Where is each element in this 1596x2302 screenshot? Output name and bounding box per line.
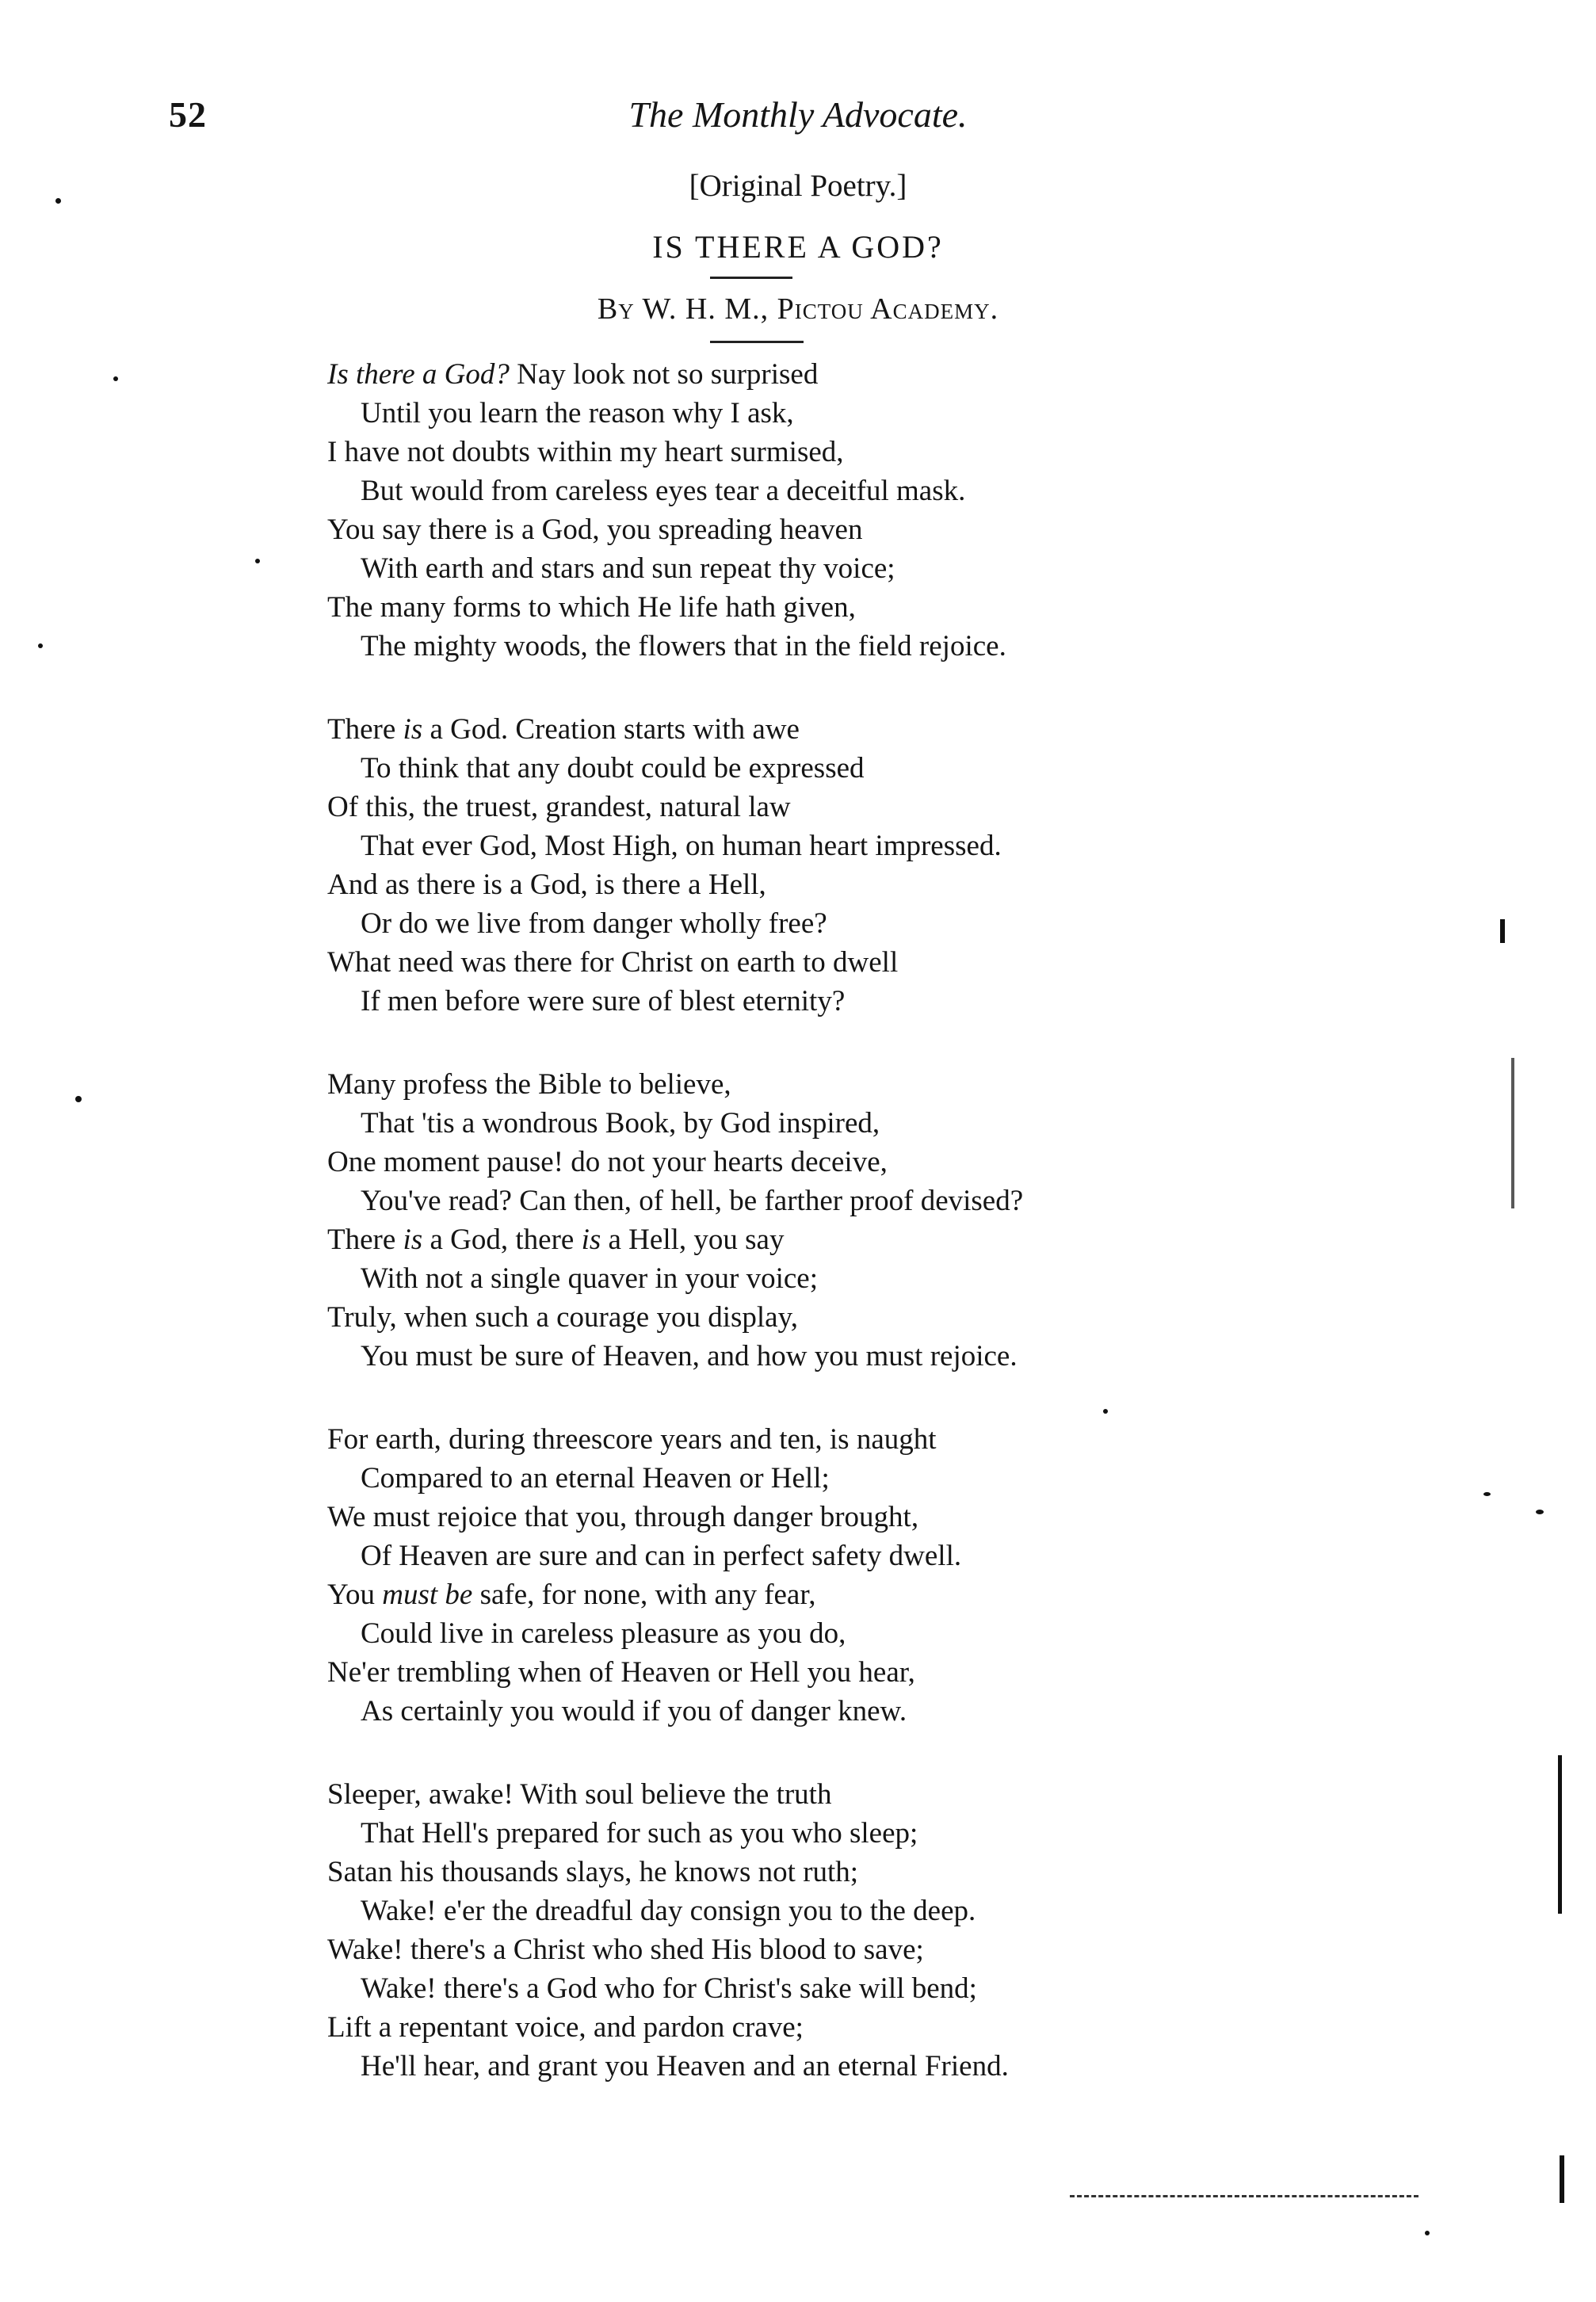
line-text: If men before were sure of blest eternity?: [361, 985, 846, 1017]
line-text: That ever God, Most High, on human heart impressed.: [361, 830, 1002, 862]
scan-speck: [38, 643, 43, 648]
line-text: You must be sure of Heaven, and how you must rejoice.: [361, 1340, 1018, 1372]
line-text: Sleeper, awake! With soul believe the truth: [327, 1778, 832, 1811]
line-text: One moment pause! do not your hearts deceive,: [327, 1146, 888, 1178]
line-text: Nay look not so surprised: [509, 358, 819, 391]
poem-line: [327, 1614, 1023, 1653]
poem-line: [327, 1337, 1023, 1376]
line-text: For earth, during threescore years and ten, is naught: [327, 1423, 937, 1456]
scan-speck: [1483, 1492, 1491, 1496]
line-text: You say there is a God, you spreading heaven: [327, 513, 863, 546]
emphasis-text: is: [403, 713, 423, 746]
poem-line: [327, 1853, 1023, 1892]
line-text: a God. Creation starts with awe: [422, 713, 800, 746]
scan-speck: [55, 198, 61, 204]
poem-line: [327, 1259, 1023, 1298]
scan-edge-mark: [1560, 2155, 1564, 2203]
line-text: And as there is a God, is there a Hell,: [327, 868, 766, 901]
poem-line: [327, 627, 1023, 666]
footer-rule: [1070, 2195, 1418, 2197]
poem-line: [327, 394, 1023, 433]
stanza: [327, 1065, 1023, 1376]
line-text: With earth and stars and sun repeat thy voice;: [361, 552, 895, 585]
scan-speck: [1425, 2231, 1430, 2235]
emphasis-text: Is there a God?: [327, 358, 510, 391]
emphasis-text: is: [581, 1224, 601, 1256]
line-text: But would from careless eyes tear a deceitful mask.: [361, 475, 966, 507]
line-text: What need was there for Christ on earth to dwell: [327, 946, 899, 979]
scan-speck: [255, 559, 260, 563]
poem-line: [327, 1104, 1023, 1143]
line-text: Truly, when such a courage you display,: [327, 1301, 798, 1334]
poem-line: [327, 588, 1023, 627]
poem-line: [327, 1298, 1023, 1337]
poem-line: [327, 904, 1023, 943]
poem-line: [327, 1575, 1023, 1614]
line-text: He'll hear, and grant you Heaven and an eternal Friend.: [361, 2050, 1009, 2082]
scan-speck: [1103, 1409, 1108, 1414]
scan-edge-mark: [1511, 1058, 1514, 1208]
running-title: The Monthly Advocate.: [628, 94, 968, 135]
poem-body: [327, 355, 1023, 2130]
line-text: I have not doubts within my heart surmised,: [327, 436, 844, 468]
poem-line: [327, 1459, 1023, 1498]
line-text: Wake! there's a Christ who shed His blood to save;: [327, 1934, 924, 1966]
line-text: Could live in careless pleasure as you do,: [361, 1617, 846, 1650]
poem-line: [327, 2008, 1023, 2047]
line-text: You: [327, 1579, 383, 1611]
poem-line: [327, 1498, 1023, 1537]
poem-line: [327, 1892, 1023, 1930]
line-text: That 'tis a wondrous Book, by God inspired,: [361, 1107, 880, 1140]
stanza: [327, 355, 1023, 666]
poem-title: IS THERE A GOD?: [652, 229, 944, 265]
poem-line: [327, 788, 1023, 827]
byline-divider: [710, 341, 804, 343]
line-text: safe, for none, with any fear,: [472, 1579, 816, 1611]
stanza: [327, 1775, 1023, 2086]
stanza: [327, 1420, 1023, 1731]
poem-line: [327, 1143, 1023, 1182]
scan-speck: [113, 376, 118, 381]
poem-line: [327, 1814, 1023, 1853]
scan-edge-mark: [1500, 919, 1505, 943]
stanza: [327, 710, 1023, 1021]
poem-line: [327, 1775, 1023, 1814]
line-text: Satan his thousands slays, he knows not ruth;: [327, 1856, 859, 1888]
poem-line: [327, 510, 1023, 549]
line-text: You've read? Can then, of hell, be farther proof devised?: [361, 1185, 1024, 1217]
line-text: Ne'er trembling when of Heaven or Hell you hear,: [327, 1656, 915, 1689]
emphasis-text: must be: [382, 1579, 473, 1611]
poem-line: [327, 943, 1023, 982]
emphasis-text: is: [403, 1224, 423, 1256]
line-text: Wake! there's a God who for Christ's sake will bend;: [361, 1972, 977, 2005]
poem-line: [327, 355, 1023, 394]
line-text: Lift a repentant voice, and pardon crave;: [327, 2011, 804, 2044]
line-text: a God, there: [422, 1224, 582, 1256]
line-text: The mighty woods, the flowers that in the field rejoice.: [361, 630, 1006, 662]
poem-line: [327, 1537, 1023, 1575]
line-text: There: [327, 713, 403, 746]
line-text: Compared to an eternal Heaven or Hell;: [361, 1462, 830, 1495]
page-number: 52: [169, 94, 207, 135]
poem-line: [327, 1653, 1023, 1692]
scan-speck: [1536, 1510, 1544, 1514]
byline: By W. H. M., Pictou Academy.: [597, 292, 999, 326]
line-text: There: [327, 1224, 403, 1256]
scan-edge-mark: [1558, 1755, 1562, 1914]
scan-speck: [75, 1096, 82, 1102]
line-text: That Hell's prepared for such as you who sleep;: [361, 1817, 918, 1850]
poem-line: [327, 1420, 1023, 1459]
poem-line: [327, 749, 1023, 788]
section-label: [Original Poetry.]: [689, 169, 907, 203]
line-text: Many profess the Bible to believe,: [327, 1068, 731, 1101]
poem-line: [327, 865, 1023, 904]
poem-line: [327, 982, 1023, 1021]
title-divider: [710, 277, 792, 279]
poem-line: [327, 471, 1023, 510]
line-text: Of this, the truest, grandest, natural law: [327, 791, 791, 823]
poem-line: [327, 1969, 1023, 2008]
line-text: Of Heaven are sure and can in perfect safety dwell.: [361, 1540, 962, 1572]
line-text: We must rejoice that you, through danger brought,: [327, 1501, 919, 1533]
poem-line: [327, 1065, 1023, 1104]
line-text: As certainly you would if you of danger knew.: [361, 1695, 907, 1727]
poem-line: [327, 433, 1023, 471]
line-text: Wake! e'er the dreadful day consign you to the deep.: [361, 1895, 976, 1927]
poem-line: [327, 2047, 1023, 2086]
poem-line: [327, 1930, 1023, 1969]
line-text: Until you learn the reason why I ask,: [361, 397, 794, 429]
poem-line: [327, 710, 1023, 749]
line-text: Or do we live from danger wholly free?: [361, 907, 827, 940]
poem-line: [327, 1182, 1023, 1220]
line-text: The many forms to which He life hath given,: [327, 591, 856, 624]
poem-line: [327, 1220, 1023, 1259]
line-text: a Hell, you say: [601, 1224, 785, 1256]
poem-line: [327, 549, 1023, 588]
line-text: To think that any doubt could be expressed: [361, 752, 865, 785]
poem-line: [327, 1692, 1023, 1731]
poem-line: [327, 827, 1023, 865]
line-text: With not a single quaver in your voice;: [361, 1262, 819, 1295]
